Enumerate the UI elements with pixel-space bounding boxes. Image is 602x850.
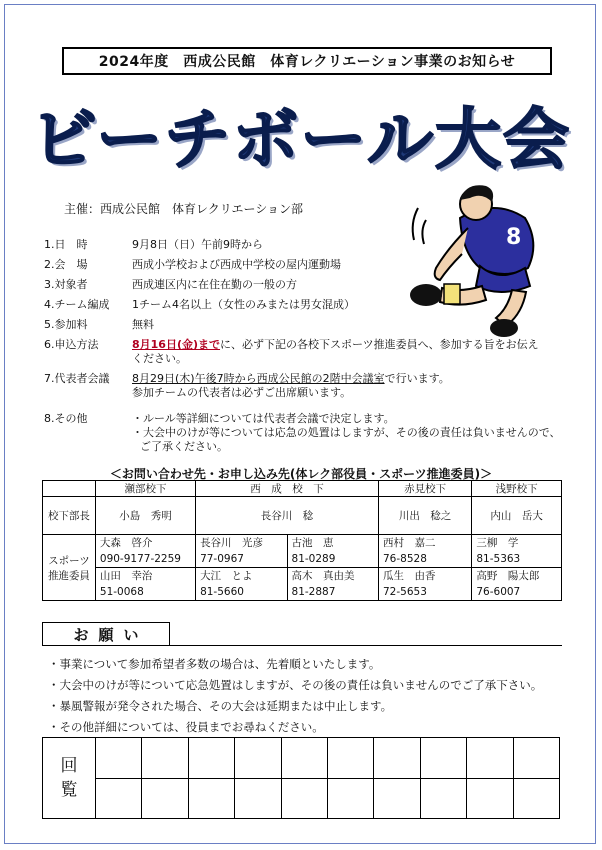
circulation-label: 回 覧 bbox=[43, 738, 96, 819]
organizer: 主催：西成公民館 体育レクリエーション部 bbox=[64, 202, 304, 216]
table-cell: 西村 嘉二 76-8528 bbox=[379, 535, 472, 568]
svg-text:8: 8 bbox=[506, 225, 522, 250]
stamp-box bbox=[327, 738, 373, 779]
stamp-box bbox=[467, 738, 513, 779]
table-cell: 山田 幸治 51-0068 bbox=[95, 568, 195, 601]
district-header: 浅野校下 bbox=[472, 481, 562, 497]
other-line3: ご了承ください。 bbox=[140, 440, 228, 453]
list-item: ・暴風警報が発令された場合、その大会は延期または中止します。 bbox=[48, 699, 393, 713]
detail-label: 4.チーム編成 bbox=[44, 298, 110, 311]
player-illustration bbox=[400, 168, 570, 343]
district-header: 瀬部校下 bbox=[95, 481, 195, 497]
district-header: 赤見校下 bbox=[379, 481, 472, 497]
other-line2: ・大会中のけが等については応急の処置はしますが、その後の責任は負いませんので、 bbox=[132, 426, 561, 439]
contact-heading: ＜お問い合わせ先・お申し込み先(体レク部役員・スポーツ推進委員)＞ bbox=[109, 467, 493, 481]
stamp-box bbox=[235, 778, 281, 819]
meeting-text-line2: 参加チームの代表者は必ずご出席願います。 bbox=[132, 386, 352, 399]
stamp-box bbox=[513, 738, 559, 779]
stamp-box bbox=[281, 778, 327, 819]
detail-label: 7.代表者会議 bbox=[44, 372, 110, 385]
stamp-box bbox=[142, 778, 188, 819]
detail-value: 9月8日（日）午前9時から bbox=[132, 238, 263, 251]
detail-label: 6.申込方法 bbox=[44, 338, 99, 351]
apply-text: に、必ず下記の各校下スポーツ推進委員へ、参加する旨をお伝え bbox=[220, 338, 539, 351]
rep-label: スポーツ 推進委員 bbox=[43, 535, 96, 601]
district-header: 西 成 校 下 bbox=[196, 481, 379, 497]
table-cell: 三柳 学 81-5363 bbox=[472, 535, 562, 568]
notes-title: お願い bbox=[42, 622, 170, 646]
list-item: ・その他詳細については、役員までお尋ねください。 bbox=[48, 720, 324, 734]
table-cell: 高木 真由美 81-2887 bbox=[287, 568, 378, 601]
notes-divider bbox=[42, 645, 562, 646]
main-title: ビーチボール大会 bbox=[30, 101, 572, 178]
list-item: ・大会中のけが等について応急処置はしますが、その後の責任は負いませんのでご了承下さい。 bbox=[48, 678, 543, 692]
detail-label: 3.対象者 bbox=[44, 278, 88, 291]
stamp-box bbox=[467, 778, 513, 819]
stamp-box bbox=[188, 778, 234, 819]
stamp-box bbox=[188, 738, 234, 779]
table-cell: 大森 啓介 090-9177-2259 bbox=[95, 535, 195, 568]
other-line1: ・ルール等詳細については代表者会議で決定します。 bbox=[132, 412, 395, 425]
table-cell: 瓜生 由香 72-5653 bbox=[379, 568, 472, 601]
table-cell: 川出 稔之 bbox=[379, 497, 472, 535]
notes-list bbox=[48, 654, 542, 738]
table-cell: 長谷川 光彦 77-0967 bbox=[196, 535, 287, 568]
meeting-when: 8月29日(木)午後7時から西成公民館の2階中会議室 bbox=[132, 372, 385, 385]
table-row bbox=[43, 568, 562, 601]
detail-value: 西成連区内に在住在勤の一般の方 bbox=[132, 278, 297, 291]
stamp-box bbox=[420, 738, 466, 779]
stamp-box bbox=[327, 778, 373, 819]
table-header-row bbox=[43, 481, 562, 497]
detail-label: 2.会 場 bbox=[44, 258, 88, 271]
stamp-box bbox=[96, 738, 142, 779]
stamp-box bbox=[281, 738, 327, 779]
chief-label: 校下部長 bbox=[43, 497, 96, 535]
contact-table bbox=[42, 480, 562, 601]
detail-label: 8.その他 bbox=[44, 412, 88, 425]
detail-value: 西成小学校および西成中学校の屋内運動場 bbox=[132, 258, 341, 271]
table-cell: 内山 岳大 bbox=[472, 497, 562, 535]
stamp-box bbox=[142, 738, 188, 779]
meeting-text: で行います。 bbox=[384, 372, 450, 385]
header-banner bbox=[62, 47, 552, 75]
detail-label: 5.参加料 bbox=[44, 318, 88, 331]
list-item: ・事業について参加希望者多数の場合は、先着順といたします。 bbox=[48, 657, 381, 671]
table-row bbox=[43, 497, 562, 535]
stamp-box bbox=[235, 738, 281, 779]
header-title: 2024年度 西成公民館 体育レクリエーション事業のお知らせ bbox=[98, 54, 516, 70]
stamp-box bbox=[96, 778, 142, 819]
stamp-box bbox=[420, 778, 466, 819]
deadline-text: 8月16日(金)まで bbox=[132, 338, 221, 351]
table-row bbox=[43, 535, 562, 568]
table-cell: 古池 恵 81-0289 bbox=[287, 535, 378, 568]
detail-value: 1チーム4名以上（女性のみまたは男女混成） bbox=[132, 298, 355, 311]
stamp-box bbox=[513, 778, 559, 819]
circulation-table bbox=[42, 737, 560, 819]
table-cell: 長谷川 稔 bbox=[196, 497, 379, 535]
table-cell: 高野 陽太郎 76-6007 bbox=[472, 568, 562, 601]
detail-label: 1.日 時 bbox=[44, 238, 88, 251]
stamp-box bbox=[374, 778, 420, 819]
detail-value: 無料 bbox=[132, 318, 154, 331]
table-cell: 大江 とよ 81-5660 bbox=[196, 568, 287, 601]
stamp-box bbox=[374, 738, 420, 779]
table-cell: 小島 秀明 bbox=[95, 497, 195, 535]
apply-text-line2: ください。 bbox=[132, 352, 187, 365]
